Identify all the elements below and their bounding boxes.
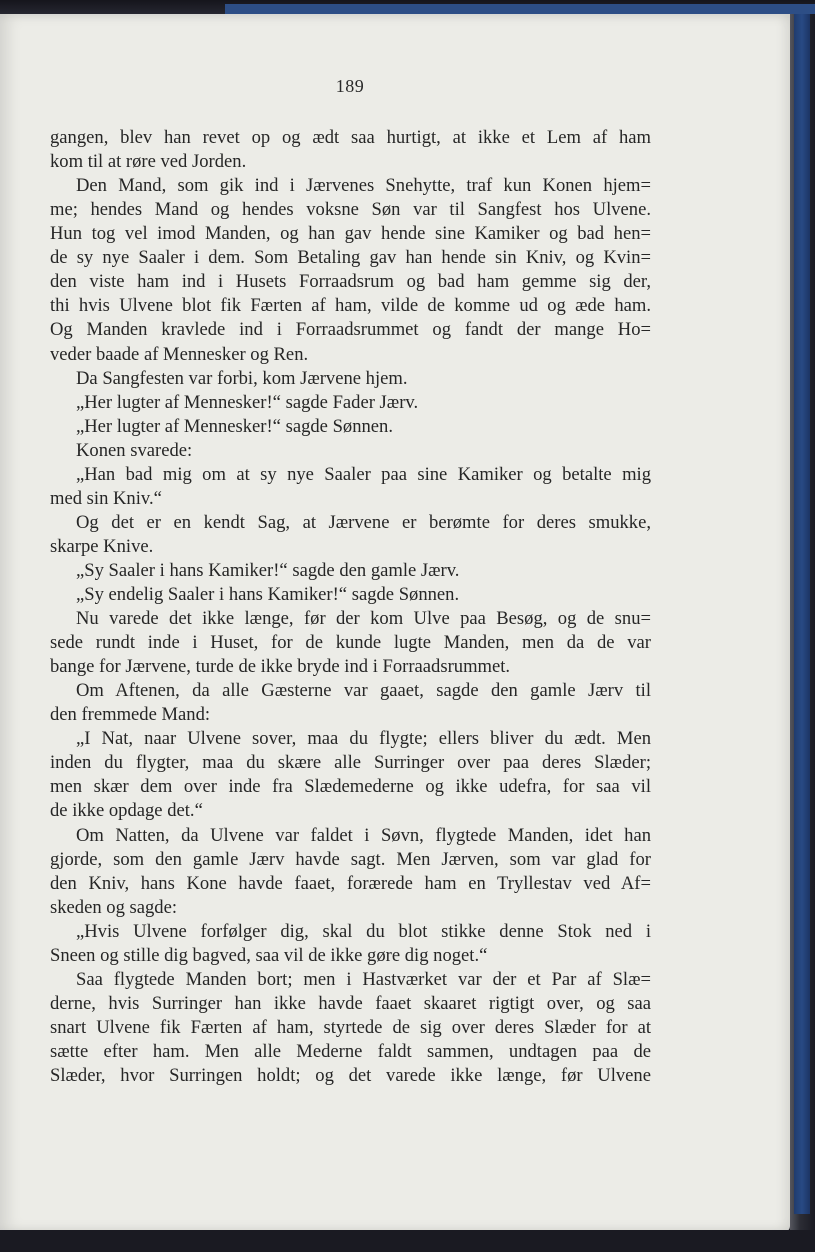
page-number: 189 (335, 76, 365, 96)
book-cover-edge-right (794, 14, 810, 1214)
text-line: Nu varede det ikke længe, før der kom Ulve paa Besøg, og de snu= (76, 608, 651, 629)
text-line: Den Mand, som gik ind i Jærvenes Snehytte, traf kun Konen hjem= (76, 175, 651, 197)
text-line: den Kniv, hans Kone havde faaet, forærede ham en Tryllestav ved Af= (50, 872, 651, 894)
text-line: „Sy endelig Saaler i hans Kamiker!“ sagde Sønnen. (76, 584, 460, 605)
text-line: den viste ham ind i Husets Forraadsrum og bad ham gemme sig der, (50, 271, 651, 293)
text-line: men skær dem over inde fra Slædemederne og ikke udefra, for saa vil (50, 776, 651, 798)
text-line: „Her lugter af Mennesker!“ sagde Sønnen. (76, 415, 394, 437)
text-line: gangen, blev han revet op og ædt saa hurtigt, at ikke et Lem af ham (50, 127, 651, 148)
scan-bottom-border (0, 1230, 815, 1252)
text-line: de sy nye Saaler i dem. Som Betaling gav han hende sin Kniv, og Kvin= (50, 247, 651, 269)
text-line: „Hvis Ulvene forfølger dig, skal du blot stikke denne Stok ned i (76, 920, 651, 942)
text-line: den fremmede Mand: (50, 704, 211, 726)
text-line: sede rundt inde i Huset, for de kunde lugte Manden, men da de var (50, 632, 651, 653)
text-line: veder baade af Mennesker og Ren. (50, 343, 309, 365)
text-line: „I Nat, naar Ulvene sover, maa du flygte; ellers bliver du ædt. Men (76, 728, 651, 750)
text-line: skeden og sagde: (50, 896, 178, 918)
text-line: kom til at røre ved Jorden. (50, 151, 247, 173)
text-line: de ikke opdage det.“ (50, 800, 203, 822)
text-line: Konen svarede: (76, 439, 193, 461)
text-line: „Her lugter af Mennesker!“ sagde Fader Jærv. (76, 391, 419, 413)
text-line: „Sy Saaler i hans Kamiker!“ sagde den gamle Jærv. (76, 559, 460, 581)
text-line: Sneen og stille dig bagved, saa vil de ikke gøre dig noget.“ (50, 944, 488, 966)
book-spine-edge (790, 14, 815, 1252)
text-line: Saa flygtede Manden bort; men i Hastværket var der et Par af Slæ= (76, 968, 651, 990)
text-line: med sin Kniv.“ (50, 487, 162, 509)
text-line: gjorde, som den gamle Jærv havde sagt. Men Jærven, som var glad for (50, 848, 651, 870)
text-line: „Han bad mig om at sy nye Saaler paa sine Kamiker og betalte mig (76, 463, 651, 485)
text-line: Slæder, hvor Surringen holdt; og det varede ikke længe, før Ulvene (50, 1065, 651, 1086)
text-line: skarpe Knive. (50, 535, 154, 557)
text-line: Om Aftenen, da alle Gæsterne var gaaet, sagde den gamle Jærv til (76, 680, 651, 702)
text-line: Om Natten, da Ulvene var faldet i Søvn, flygtede Manden, idet han (76, 824, 651, 846)
text-line: Hun tog vel imod Manden, og han gav hende sine Kamiker og bad hen= (50, 223, 651, 245)
text-line: Og Manden kravlede ind i Forraadsrummet og fandt der mange Ho= (50, 319, 651, 341)
text-line: Da Sangfesten var forbi, kom Jærvene hjem. (76, 367, 408, 389)
text-line: snart Ulvene fik Færten af ham, styrtede de sig over deres Slæder for at (50, 1016, 651, 1038)
text-line: Og det er en kendt Sag, at Jærvene er berømte for deres smukke, (76, 511, 651, 533)
text-line: sætte efter ham. Men alle Mederne faldt sammen, undtagen paa de (50, 1040, 651, 1062)
text-line: inden du flygter, maa du skære alle Surringer over paa deres Slæder; (50, 752, 651, 774)
text-line: me; hendes Mand og hendes voksne Søn var til Sangfest hos Ulvene. (50, 199, 651, 221)
text-line: derne, hvis Surringer han ikke havde faaet skaaret rigtigt over, og saa (50, 992, 651, 1014)
text-line: bange for Jærvene, turde de ikke bryde ind i Forraadsrummet. (50, 656, 511, 678)
text-line: thi hvis Ulvene blot fik Færten af ham, vilde de komme ud og æde ham. (50, 295, 651, 317)
